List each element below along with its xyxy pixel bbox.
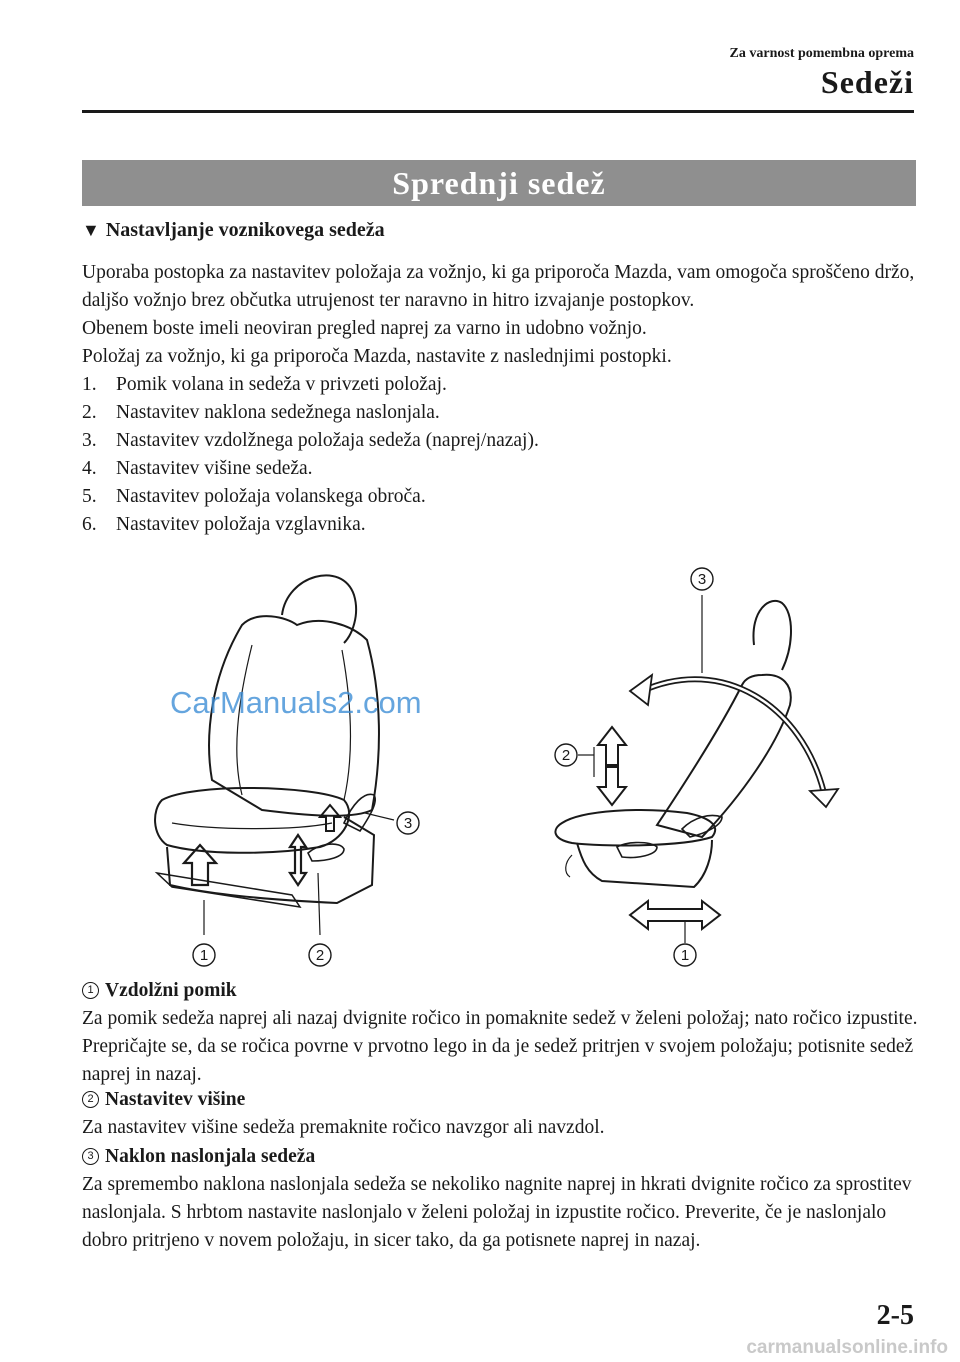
subheading (82, 219, 385, 242)
callout-label: 1 (680, 947, 690, 964)
triangle-marker-icon: ▼ (82, 220, 100, 240)
header-rule (82, 110, 914, 113)
step-number: 4. (82, 458, 97, 479)
callout-2-icon: 2 (82, 1091, 99, 1108)
step-text: Nastavitev vzdolžnega položaja sedeža (naprej/nazaj). (116, 430, 539, 451)
seat-figure (82, 555, 916, 975)
term-title: Nastavitev višine (105, 1089, 246, 1110)
step-number: 2. (82, 402, 97, 423)
list-item (82, 455, 922, 483)
term-2 (82, 1086, 922, 1142)
left-cushion (155, 788, 349, 853)
left-headrest (282, 575, 356, 643)
step-text: Nastavitev naklona sedežnega naslonjala. (116, 402, 440, 423)
callout-3-icon: 3 (82, 1148, 99, 1165)
callout-label: 3 (403, 815, 413, 832)
right-arc-arrow (642, 679, 824, 793)
list-item (82, 511, 922, 539)
callout-label: 2 (561, 747, 571, 764)
term-text: Za nastavitev višine sedeža premaknite ročico navzgor ali navzdol. (82, 1117, 605, 1138)
left-arrow-3 (320, 805, 340, 831)
term-title: Naklon naslonjala sedeža (105, 1146, 316, 1167)
steps-list (82, 371, 922, 539)
intro-paragraph-3: Položaj za vožnjo, ki ga priporoča Mazda, nastavite z naslednjimi postopki. (82, 346, 672, 367)
intro-paragraph-1: Uporaba postopka za nastavitev položaja za vožnjo, ki ga priporoča Mazda, vam omogoča sproščeno držo, daljšo vožnjo brez občutka utrujenost ter naravno in hitro izvajanje postopkov. (82, 262, 915, 311)
left-height-lever (308, 844, 344, 861)
step-text: Nastavitev položaja vzglavnika. (116, 514, 366, 535)
callout-2-right (555, 744, 577, 766)
right-up-arrow (598, 727, 626, 765)
left-arrow-2 (290, 835, 306, 885)
intro-block (82, 259, 922, 539)
callout-2-left (309, 944, 331, 966)
term-text: Za pomik sedeža naprej ali nazaj dvignite ročico in pomaknite sedež v želeni položaj; nato ročico izpustite. Prepričajte se, da se ročica povrne v prvotno lego in da je sedež pritrjen v svojem položaju; potisnite sedež naprej in nazaj. (82, 1008, 918, 1085)
list-item (82, 483, 922, 511)
list-item (82, 399, 922, 427)
watermark: CarManuals2.com (170, 685, 422, 720)
section-banner: Sprednji sedež (82, 160, 916, 206)
right-headrest (753, 601, 791, 670)
callout-1-left (193, 944, 215, 966)
step-number: 3. (82, 430, 97, 451)
seat-illustration (82, 555, 916, 975)
subheading-text: Nastavljanje voznikovega sedeža (105, 219, 385, 241)
term-text: Za spremembo naklona naslonjala sedeža se nekoliko nagnite naprej in hkrati dvignite ročico za sprostitev naslonjala. S hrbtom nastavite naslonjalo v želeni položaj in izpustite ročico. Preverite, če je naslonjalo dobro pritrjeno v novem položaju, in sicer tako, da ga potisnete naprej in nazaj. (82, 1174, 912, 1251)
step-text: Nastavitev položaja volanskega obroča. (116, 486, 426, 507)
step-text: Nastavitev višine sedeža. (116, 458, 313, 479)
callout-3-right (691, 568, 713, 590)
term-1 (82, 977, 922, 1089)
step-number: 5. (82, 486, 97, 507)
header-section: Za varnost pomembna oprema (729, 46, 914, 61)
callout-1-right (674, 944, 696, 966)
callout-label: 2 (315, 947, 325, 964)
list-item (82, 371, 922, 399)
right-cushion (555, 810, 715, 845)
callout-label: 1 (199, 947, 209, 964)
page-number: 2-5 (876, 1300, 914, 1331)
callout-3-left (397, 812, 419, 834)
step-text: Pomik volana in sedeža v privzeti položaj. (116, 374, 447, 395)
list-item (82, 427, 922, 455)
term-title: Vzdolžni pomik (105, 980, 237, 1001)
header-title: Sedeži (820, 64, 914, 100)
step-number: 1. (82, 374, 97, 395)
right-down-arrow (598, 767, 626, 805)
term-3 (82, 1143, 922, 1255)
footer-watermark: carmanualsonline.info (746, 1337, 948, 1358)
right-horizontal-arrow (630, 901, 720, 929)
right-seat-base (577, 840, 712, 887)
callout-1-icon: 1 (82, 982, 99, 999)
step-number: 6. (82, 514, 97, 535)
intro-paragraph-2: Obenem boste imeli neoviran pregled naprej za varno in udobno vožnjo. (82, 318, 647, 339)
callout-label: 3 (697, 571, 707, 588)
